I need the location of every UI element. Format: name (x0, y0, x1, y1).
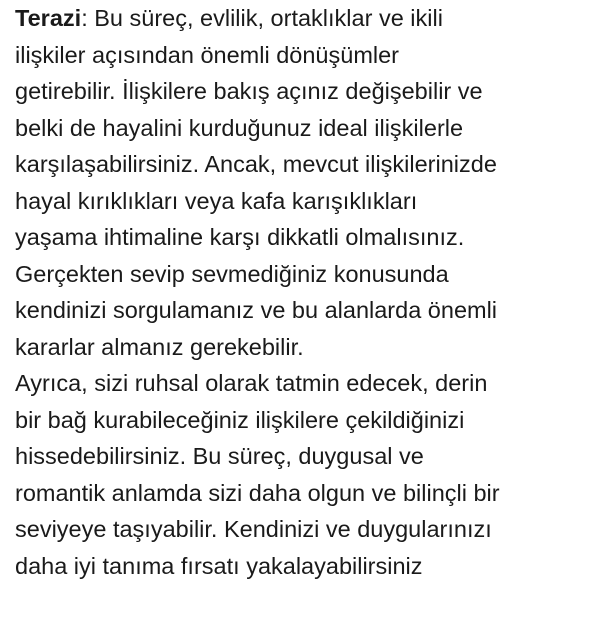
text-line: daha iyi tanıma fırsatı yakalayabilirsiniz (15, 552, 423, 579)
text-line: kararlar almanız gerekebilir. (15, 333, 304, 360)
text-line: hissedebilirsiniz. Bu süreç, duygusal ve (15, 443, 424, 469)
text-line: bir bağ kurabileceğiniz ilişkilere çekildiğinizi (15, 406, 465, 433)
text-line: ilişkiler açısından önemli dönüşümler (15, 41, 400, 68)
paragraph-libra (15, 0, 595, 365)
text-line: belki de hayalini kurduğunuz ideal ilişkilerle (15, 114, 464, 141)
text-line: karşılaşabilirsiniz. Ancak, mevcut ilişkilerinizde (15, 151, 497, 177)
text-line (15, 0, 595, 37)
text-line: kendinizi sorgulamanız ve bu alanlarda önemli (15, 297, 498, 323)
text-line: getirebilir. İlişkilere bakış açınız değişebilir ve (15, 78, 483, 104)
text-line: romantik anlamda sizi daha olgun ve bilinçli bir (15, 479, 500, 506)
document-body (15, 0, 595, 584)
sign-label: Terazi (15, 5, 82, 31)
paragraph-spiritual (15, 365, 595, 584)
line-text: : Bu süreç, evlilik, ortaklıklar ve ikili (81, 5, 443, 31)
text-line: yaşama ihtimaline karşı dikkatli olmalısınız. (15, 224, 465, 250)
text-line: hayal kırıklıkları veya kafa karışıklıkları (15, 187, 418, 214)
text-line: seviyeye taşıyabilir. Kendinizi ve duygularınızı (15, 516, 492, 542)
text-line: Gerçekten sevip sevmediğiniz konusunda (15, 260, 449, 287)
text-line: Ayrıca, sizi ruhsal olarak tatmin edecek, derin (15, 370, 488, 396)
